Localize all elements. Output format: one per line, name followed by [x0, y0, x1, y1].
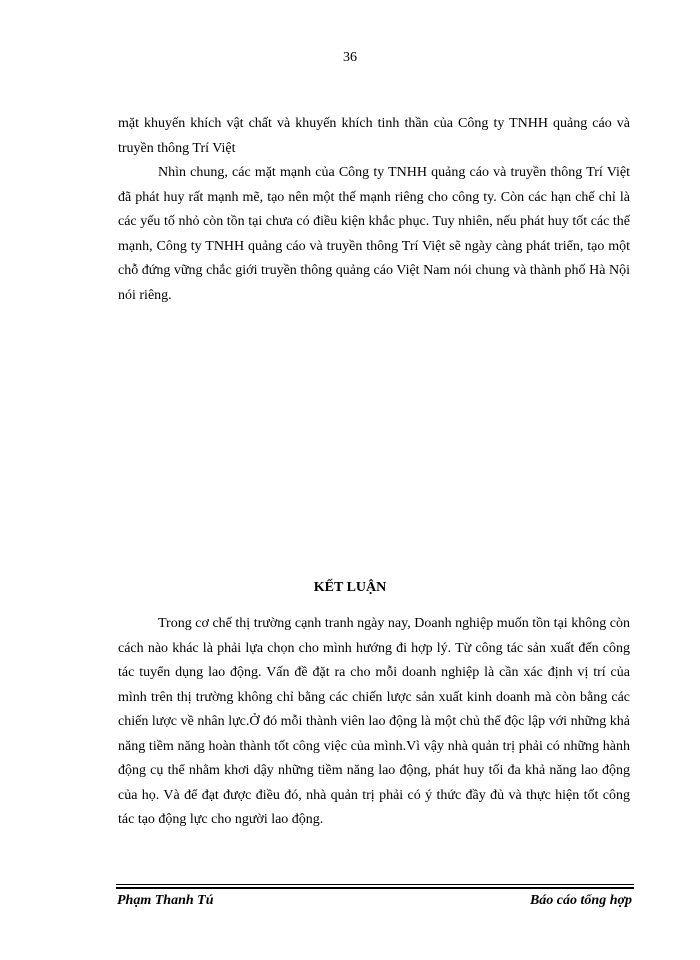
conclusion-heading: KẾT LUẬN [313, 580, 387, 595]
page-number: 36 [343, 50, 357, 65]
footer-divider [116, 884, 634, 889]
conclusion-section [118, 612, 630, 833]
intro-paragraph-2: Nhìn chung, các mặt mạnh của Công ty TNHH quảng cáo và truyền thông Trí Việt đã phát huy rất mạnh mẽ, tạo nên một thế mạnh riêng cho công ty. Còn các hạn chế chỉ là các yếu tố nhỏ còn tồn tại chưa có điều kiện khắc phục. Tuy nhiên, nếu phát huy tốt các thế mạnh, Công ty TNHH quảng cáo và truyền thông Trí Việt sẽ ngày càng phát triển, tạo một chỗ đứng vững chắc giới truyền thông quảng cáo Việt Nam nói chung và thành phố Hà Nội nói riêng. [118, 165, 630, 303]
intro-section [118, 112, 630, 308]
conclusion-paragraph: Trong cơ chế thị trường cạnh tranh ngày nay, Doanh nghiệp muốn tồn tại không còn cách nào khác là phải lựa chọn cho mình hướng đi hợp lý. Từ công tác sản xuất đến công tác tuyển dụng lao động. Vấn đề đặt ra cho mỗi doanh nghiệp là cần xác định vị trí của mình trên thị trường không chỉ bằng các chiến lược sản xuất kinh doanh mà còn bằng các chiến lược về nhân lực.Ở đó mỗi thành viên lao động là một chủ thể độc lập với những khả năng tiềm năng hoàn thành tốt công việc của mình.Vì vậy nhà quản trị phải có những hành động cụ thể nhằm khơi dậy những tiềm năng lao động, phát huy tối đa khả năng lao động của họ. Và để đạt được điều đó, nhà quản trị phải có ý thức đầy đủ và thực hiện tốt công tác tạo động lực cho người lao động. [118, 616, 630, 827]
footer-author: Phạm Thanh Tú [117, 893, 214, 908]
footer-doc-type: Báo cáo tổng hợp [529, 893, 632, 908]
footer-divider-thick [116, 887, 634, 889]
intro-paragraph-1: mặt khuyến khích vật chất và khuyến khích tinh thần của Công ty TNHH quảng cáo và truyền thông Trí Việt [118, 116, 630, 156]
footer-divider-thin [116, 884, 634, 885]
